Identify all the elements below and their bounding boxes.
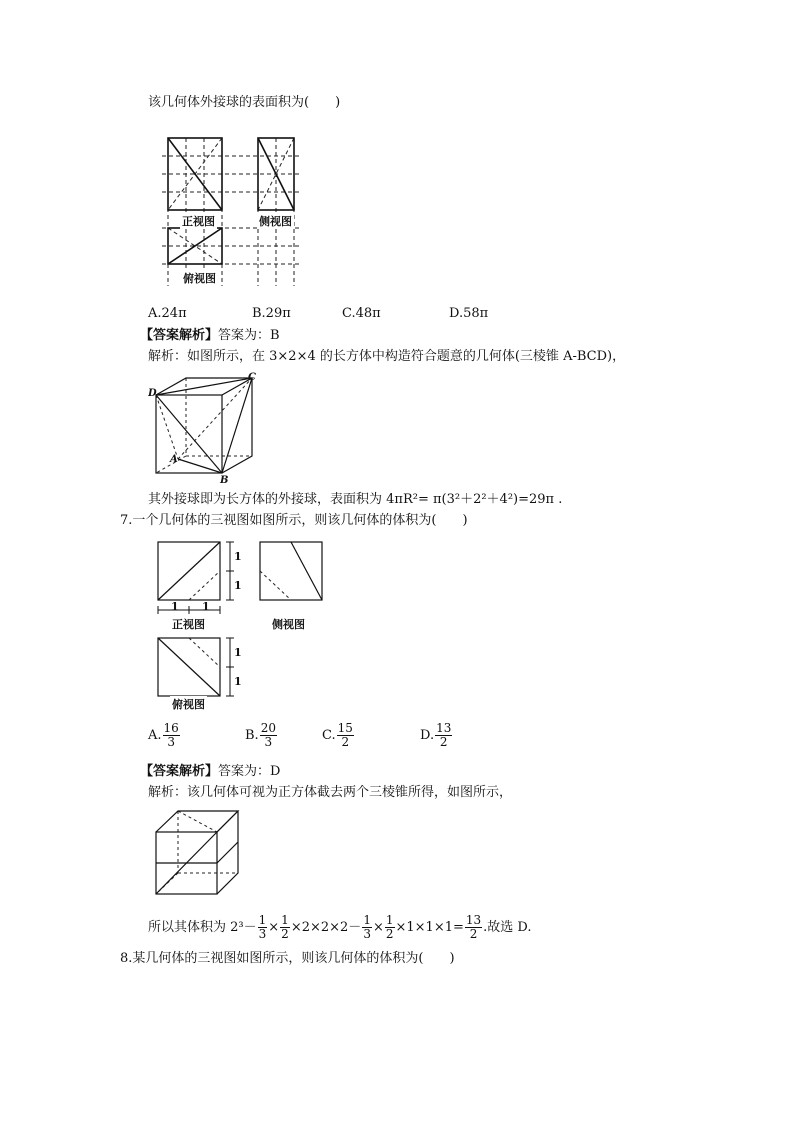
q7-formula-frac-3: $\frac{1}{3}$: [363, 913, 371, 941]
q6-point-d: D: [148, 388, 157, 399]
q7-front-dim-top: 1: [234, 550, 242, 563]
q6-answer-label: 【答案解析】: [140, 328, 219, 343]
q7-front-view-figure: [150, 536, 250, 618]
q8-stem: 8.某几何体的三视图如图所示，则该几何体的体积为( ): [120, 951, 455, 966]
q6-option-b: B.29π: [252, 306, 291, 321]
q7-option-c-fraction: $\frac{15}{2}$: [337, 721, 353, 749]
q7-answer-label: 【答案解析】: [140, 764, 219, 779]
q7-answer-text: 答案为：D: [218, 764, 281, 779]
q7-option-a-fraction: $\frac{16}{3}$: [163, 721, 179, 749]
q7-option-b: B. $\frac{20}{3}$: [245, 721, 276, 749]
q7-formula: 所以其体积为 2³－ $\frac{1}{3}$ × $\frac{1}{2}$ ×2×2×2－ $\frac{1}{3}$ × $\frac{1}{2}$ ×1×1×1= $\frac{13}{2}$ .故选 D.: [148, 913, 532, 941]
q6-option-d: D.58π: [449, 306, 489, 321]
q6-option-c: C.48π: [342, 306, 381, 321]
q7-cube-figure: [150, 805, 245, 900]
q7-option-a: A. $\frac{16}{3}$: [148, 721, 179, 749]
q7-top-view-figure: [150, 632, 250, 702]
q7-analysis: 解析：该几何体可视为正方体截去两个三棱锥所得，如图所示，: [148, 785, 513, 800]
q6-three-view-figure: [160, 132, 305, 292]
q7-side-view-caption: 侧视图: [272, 618, 305, 631]
q6-front-view-caption: 正视图: [182, 215, 215, 228]
q7-option-d: D. $\frac{13}{2}$: [420, 721, 452, 749]
q6-top-view-caption: 俯视图: [183, 272, 216, 285]
q7-option-b-fraction: $\frac{20}{3}$: [260, 721, 276, 749]
q6-stem: 该几何体外接球的表面积为( ): [148, 95, 341, 110]
q7-top-dim-top: 1: [234, 646, 242, 659]
q7-option-d-fraction: $\frac{13}{2}$: [436, 721, 452, 749]
q6-option-a: A.24π: [148, 306, 187, 321]
q6-point-c: C: [248, 372, 256, 383]
q7-front-dim-left: 1: [171, 600, 179, 613]
q7-top-dim-bottom: 1: [234, 675, 242, 688]
q7-formula-frac-2: $\frac{1}{2}$: [281, 913, 289, 941]
q7-formula-frac-1: $\frac{1}{3}$: [258, 913, 267, 941]
q6-answer-text: 答案为：B: [218, 328, 280, 343]
q7-front-dim-bottom: 1: [234, 579, 242, 592]
q7-top-view-caption: 俯视图: [172, 698, 205, 711]
q6-point-b: B: [220, 475, 229, 484]
q6-analysis: 解析：如图所示，在 3×2×4 的长方体中构造符合题意的几何体(三棱锥 A-BCD)，: [148, 349, 626, 364]
q6-answer: [140, 328, 280, 344]
q7-side-view-figure: [252, 536, 332, 606]
q7-stem: 7.一个几何体的三视图如图所示，则该几何体的体积为( ): [120, 513, 468, 528]
q7-front-dim-right: 1: [202, 600, 210, 613]
q6-conclusion: 其外接球即为长方体的外接球，表面积为 4πR²= π(3²＋2²＋4²)=29π .: [148, 492, 563, 507]
q7-answer: [140, 764, 280, 780]
q7-formula-frac-5: $\frac{13}{2}$: [465, 913, 482, 941]
q6-point-a: A: [170, 454, 178, 465]
q6-side-view-caption: 侧视图: [259, 215, 292, 228]
q7-formula-frac-4: $\frac{1}{2}$: [385, 913, 394, 941]
q6-cuboid-figure: [148, 372, 260, 484]
q7-option-c: C. $\frac{15}{2}$: [322, 721, 353, 749]
q7-front-view-caption: 正视图: [172, 618, 205, 631]
